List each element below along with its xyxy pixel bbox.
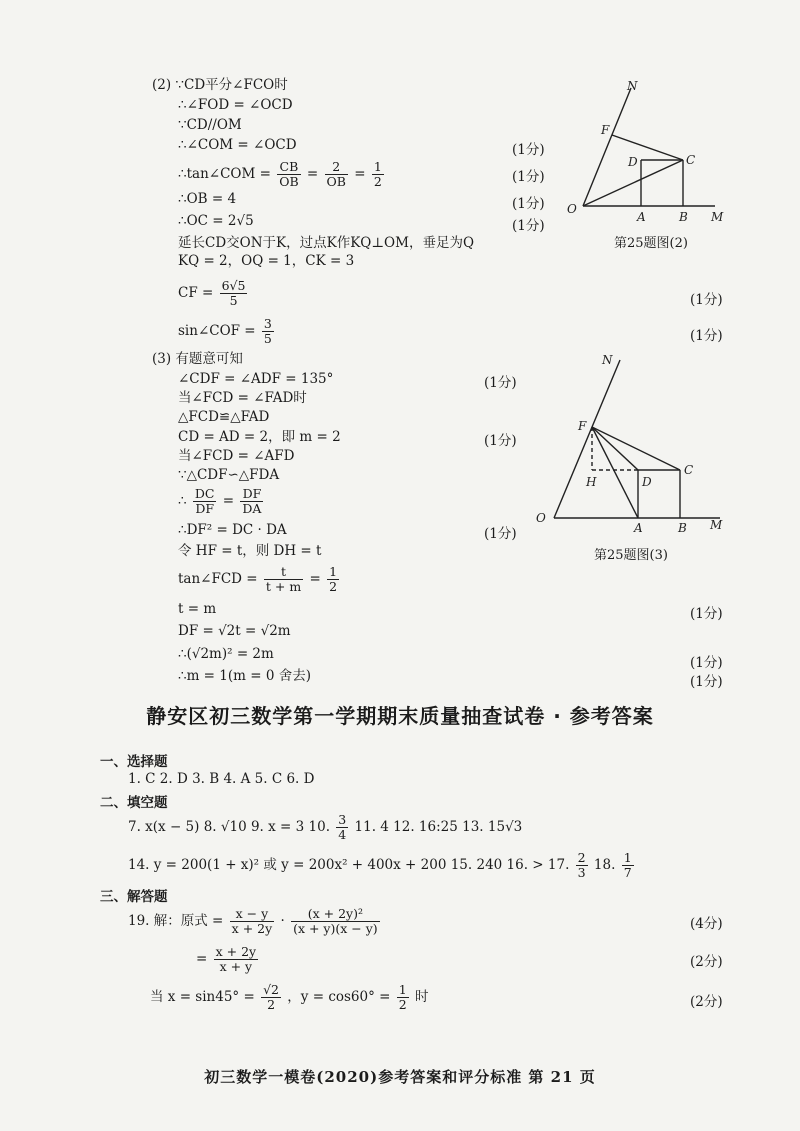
fraction: $\frac{t}{t + m}$ <box>265 564 302 594</box>
answer-text: = <box>196 951 208 967</box>
score-mark: (1分) <box>484 526 517 542</box>
solution-text: CF = <box>178 285 214 301</box>
point-label: N <box>602 353 613 367</box>
solution-line: ∴∠FOD = ∠OCD <box>178 97 293 113</box>
score-mark: (1分) <box>690 292 723 308</box>
fraction: $\frac{1}{2}$ <box>398 982 407 1012</box>
solution-line: CD = AD = 2，即 m = 2 <box>178 429 341 445</box>
geometry-figure-2 <box>555 78 740 228</box>
score-mark: (1分) <box>512 196 545 212</box>
point-label: C <box>686 153 696 167</box>
score-mark: (1分) <box>484 375 517 391</box>
solution-text: tan∠FCD = <box>178 571 258 587</box>
fraction: $\frac{√2}{2}$ <box>263 982 279 1012</box>
answer-text: 当 x = sin45° = <box>150 989 255 1005</box>
solution-line: 令 HF = t，则 DH = t <box>178 543 322 559</box>
score-mark: (1分) <box>690 606 723 622</box>
section-heading: 一、选择题 <box>100 754 168 770</box>
point-label: H <box>586 475 597 489</box>
score-mark: (1分) <box>512 142 545 158</box>
solution-line: 当∠FCD = ∠FAD时 <box>178 390 307 406</box>
solution-line: ∴OB = 4 <box>178 191 237 207</box>
point-label: D <box>628 155 638 169</box>
solution-line: KQ = 2，OQ = 1，CK = 3 <box>178 253 355 269</box>
fraction: $\frac{1}{2}$ <box>373 159 382 189</box>
point-label: M <box>710 518 723 532</box>
answer-line <box>128 810 522 844</box>
figure-caption: 第25题图(3) <box>594 548 668 563</box>
fraction: $\frac{\text{(x + 2y)²}}{(x + y)(x - y)}$ <box>293 906 378 936</box>
point-label: N <box>627 79 638 93</box>
answer-line: 1. C 2. D 3. B 4. A 5. C 6. D <box>128 771 315 787</box>
fraction: $\frac{2}{OB}$ <box>326 159 346 189</box>
answer-line <box>196 942 260 976</box>
figure-caption: 第25题图(2) <box>614 236 688 251</box>
point-label: M <box>711 210 724 224</box>
point-label: D <box>642 475 652 489</box>
section-heading: 三、解答题 <box>100 889 168 905</box>
solution-line: tan∠FCD = $\frac{t}{t + m}$ = $\frac{1}{2}$ <box>178 564 338 594</box>
fraction: $\frac{1}{2}$ <box>329 564 338 594</box>
score-mark: (1分) <box>512 169 545 185</box>
fraction: $\frac{x - y}{x + 2y}$ <box>231 906 273 936</box>
point-label: C <box>684 463 694 477</box>
solution-line: ∴m = 1(m = 0 舍去) <box>178 668 311 684</box>
solution-line: ∴∠COM = ∠OCD <box>178 137 297 153</box>
fraction: $\frac{CB}{OB}$ <box>279 159 299 189</box>
answer-text: 时 <box>415 989 429 1005</box>
fraction: $\frac{DF}{DA}$ <box>242 486 262 516</box>
fraction: $\frac{3}{5}$ <box>263 316 272 346</box>
score-mark: (2分) <box>690 994 723 1010</box>
multiply-dot: · <box>280 913 285 929</box>
solution-line: ∵CD//OM <box>178 117 242 133</box>
point-label: A <box>637 210 646 224</box>
score-mark: (1分) <box>690 674 723 690</box>
score-mark: (1分) <box>512 218 545 234</box>
solution-line: DF = √2t = √2m <box>178 623 291 639</box>
score-mark: (1分) <box>690 655 723 671</box>
solution-line: ∠CDF = ∠ADF = 135° <box>178 371 334 387</box>
solution-line: t = m <box>178 601 217 617</box>
score-mark: (1分) <box>690 328 723 344</box>
answer-text: 11. 4 12. 16:25 13. 15√3 <box>354 819 523 835</box>
solution-line: 延长CD交ON于K，过点K作KQ⊥OM，垂足为Q <box>178 235 475 251</box>
fraction: $\frac{6√5}{5}$ <box>221 278 246 308</box>
solution-text: sin∠COF = <box>178 323 256 339</box>
point-label: B <box>678 521 687 535</box>
solution-line: ∴OC = 2√5 <box>178 213 254 229</box>
solution-line: 当∠FCD = ∠AFD <box>178 448 295 464</box>
answer-line <box>150 980 429 1014</box>
solution-line: ∴DF² = DC · DA <box>178 522 287 538</box>
answer-text: 14. y = 200(1 + x)² 或 y = 200x² + 400x + 200 15. 240 16. > 17. <box>128 857 570 873</box>
solution-line: (3) 有题意可知 <box>152 351 243 367</box>
geometry-figure-3 <box>530 350 735 535</box>
score-mark: (4分) <box>690 916 723 932</box>
solution-line: ∴tan∠COM = $\frac{CB}{OB}$ = $\frac{2}{OB}$ = $\frac{1}{2}$ <box>178 159 382 189</box>
solution-line: △FCD≌△FAD <box>178 409 270 425</box>
solution-line <box>178 276 249 310</box>
fraction: $\frac{DC}{DF}$ <box>194 486 215 516</box>
score-mark: (1分) <box>484 433 517 449</box>
solution-text: ∴tan∠COM = <box>178 166 271 182</box>
solution-line: (2) ∵CD平分∠FCO时 <box>152 77 288 93</box>
fraction: $\frac{2}{3}$ <box>577 850 586 880</box>
point-label: F <box>601 123 610 137</box>
answer-key-title: 静安区初三数学第一学期期末质量抽查试卷 · 参考答案 <box>146 704 654 728</box>
answer-text: 18. <box>593 857 616 873</box>
answer-text: ，y = cos60° = <box>287 989 391 1005</box>
section-heading: 二、填空题 <box>100 795 168 811</box>
score-mark: (2分) <box>690 954 723 970</box>
point-label: A <box>634 521 643 535</box>
answer-text: 19. 解：原式 = <box>128 913 224 929</box>
solution-text: ∴ <box>178 493 187 509</box>
solution-line: ∴ $\frac{DC}{DF}$ = $\frac{DF}{DA}$ <box>178 486 262 516</box>
fraction: $\frac{1}{7}$ <box>623 850 632 880</box>
answer-text: 7. x(x − 5) 8. √10 9. x = 3 10. <box>128 819 330 835</box>
point-label: O <box>567 202 577 216</box>
answer-line <box>128 903 382 939</box>
solution-line <box>178 314 276 348</box>
point-label: F <box>578 419 587 433</box>
fraction: $\frac{x + 2y}{x + y}$ <box>215 944 257 974</box>
solution-line: ∴(√2m)² = 2m <box>178 646 274 662</box>
point-label: B <box>679 210 688 224</box>
solution-line: ∵△CDF∽△FDA <box>178 467 280 483</box>
page-footer: 初三数学一模卷(2020)参考答案和评分标准 第 21 页 <box>204 1068 596 1086</box>
point-label: O <box>536 511 546 525</box>
answer-line <box>128 848 636 882</box>
fraction: $\frac{3}{4}$ <box>338 812 347 842</box>
